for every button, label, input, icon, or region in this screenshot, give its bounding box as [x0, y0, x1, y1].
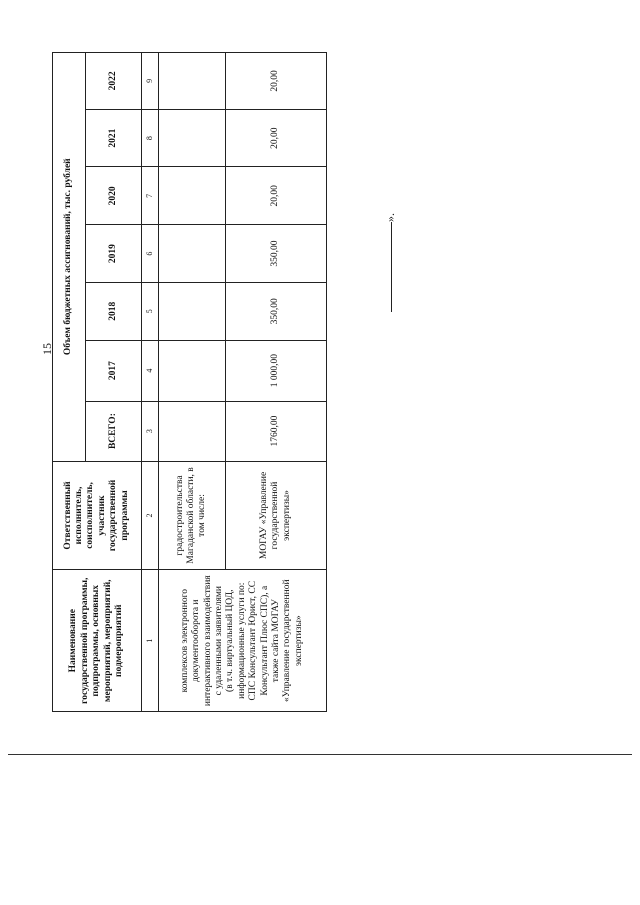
header-year-2019: 2019 — [86, 225, 141, 283]
header-year-2022: 2022 — [86, 53, 141, 110]
value-cell: 1760,00 — [225, 401, 326, 461]
row-name-part: (в т.ч. виртуальный ЦОД, информационные услуги по: СПС Консультант Юрист, СС Консультант Плюс СПС), а также сайта МОГАУ «Управление государственной экспертизы» — [225, 579, 304, 702]
value-cell — [158, 282, 225, 340]
row-executor: МОГАУ «Управление государственной экспертизы» — [225, 461, 326, 570]
header-year-2018: 2018 — [86, 282, 141, 340]
table-row — [158, 53, 225, 712]
header-year-2020: 2020 — [86, 167, 141, 225]
index-cell: 5 — [141, 282, 158, 340]
index-cell: 8 — [141, 109, 158, 167]
closing-mark — [383, 202, 398, 312]
value-cell: 1 000,00 — [225, 340, 326, 401]
value-cell — [158, 53, 225, 110]
value-cell — [158, 109, 225, 167]
header-total: ВСЕГО: — [86, 401, 141, 461]
value-cell — [158, 340, 225, 401]
value-cell — [158, 225, 225, 283]
index-cell: 6 — [141, 225, 158, 283]
header-program-name: Наименование государственной программы, подпрограммы, основных мероприятий, мероприятий, подмероприятий — [53, 570, 142, 712]
row-program-name — [158, 570, 326, 712]
closing-quote: ». — [383, 213, 397, 222]
value-cell: 20,00 — [225, 53, 326, 110]
value-cell — [158, 167, 225, 225]
horizontal-divider — [8, 754, 632, 755]
index-cell: 9 — [141, 53, 158, 110]
value-cell: 20,00 — [225, 109, 326, 167]
value-cell: 350,00 — [225, 282, 326, 340]
header-year-2021: 2021 — [86, 109, 141, 167]
rotated-table-wrapper — [52, 52, 327, 712]
index-cell: 3 — [141, 401, 158, 461]
value-cell: 350,00 — [225, 225, 326, 283]
header-year-2017: 2017 — [86, 340, 141, 401]
signature-line — [391, 222, 392, 312]
value-cell — [158, 401, 225, 461]
row-name-part: комплексов электронного документооборота и интерактивного взаимодействия с удаленными заявителями — [179, 575, 224, 707]
header-executor: Ответственный исполнитель, соисполнитель, участник государственной программы — [53, 461, 142, 570]
index-cell: 7 — [141, 167, 158, 225]
index-cell: 4 — [141, 340, 158, 401]
row-executor: градостроительства Магаданской области, в том числе: — [158, 461, 225, 570]
value-cell: 20,00 — [225, 167, 326, 225]
page-number: 15 — [40, 343, 54, 355]
index-cell: 1 — [141, 570, 158, 712]
index-cell: 2 — [141, 461, 158, 570]
budget-table — [52, 52, 327, 712]
header-budget-group: Объем бюджетных ассигнований, тыс. рублей — [53, 53, 86, 462]
